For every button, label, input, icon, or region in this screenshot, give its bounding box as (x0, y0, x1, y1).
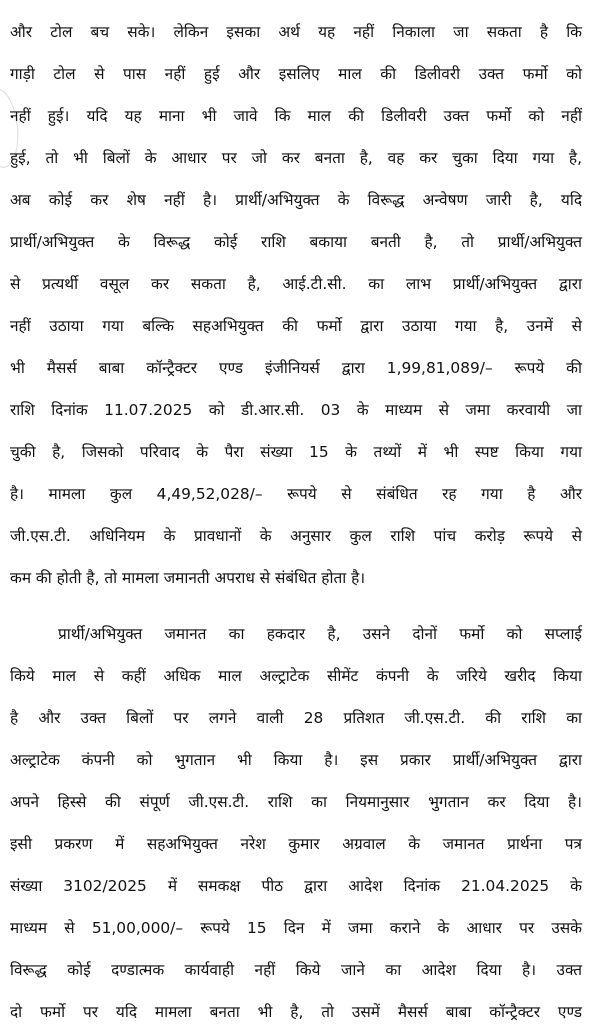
text-line-14: कम की होती है, तो मामला जमानती अपराध से संबंधित होता है। (10, 569, 366, 587)
text-line-19: अपने हिस्से की संपूर्ण जी.एस.टी. राशि का नियमानुसार भुगतान कर दिया है। (10, 793, 582, 811)
text-line-16: किये माल से कहीं अधिक माल अल्ट्राटेक सीमेंट कंपनी के जरिये खरीद किया (10, 667, 582, 685)
text-line-6: प्रार्थी/अभियुक्त के विरूद्ध कोई राशि बकाया बनती है, तो प्रार्थी/अभियुक्त (10, 233, 582, 251)
text-line-8: नहीं उठाया गया बल्कि सहअभियुक्त की फर्मो द्वारा उठाया गया है, उनमें से (10, 317, 582, 335)
text-line-4: हुई, तो भी बिलों के आधार पर जो कर बनता है, वह कर चुका दिया गया है, (10, 149, 582, 167)
text-line-21: संख्या 3102/2025 में समकक्ष पीठ द्वारा आदेश दिनांक 21.04.2025 के (10, 877, 582, 895)
text-line-10: राशि दिनांक 11.07.2025 को डी.आर.सी. 03 के माध्यम से जमा करवायी जा (10, 401, 582, 419)
text-line-18: अल्ट्राटेक कंपनी को भुगतान भी किया है। इस प्रकार प्रार्थी/अभियुक्त द्वारा (10, 751, 582, 769)
text-line-24: दो फर्मो पर यदि मामला बनता भी है, तो उसमें मैसर्स बाबा कॉन्ट्रैक्टर एण्ड (10, 1003, 582, 1021)
text-line-11: चुकी है, जिसको परिवाद के पैरा संख्या 15 के तथ्यों में भी स्पष्ट किया गया (10, 443, 582, 461)
text-line-3: नहीं हुई। यदि यह माना भी जावे कि माल की डिलीवरी उक्त फर्मो को नहीं (10, 107, 582, 125)
text-line-20: इसी प्रकरण में सहअभियुक्त नरेश कुमार अग्रवाल के जमानत प्रार्थना पत्र (10, 835, 582, 853)
text-line-1: और टोल बच सके। लेकिन इसका अर्थ यह नहीं निकाला जा सकता है कि (10, 23, 582, 41)
text-line-22: माध्यम से 51,00,000/– रूपये 15 दिन में जमा कराने के आधार पर उसके (10, 919, 582, 937)
text-line-13: जी.एस.टी. अधिनियम के प्रावधानों के अनुसार कुल राशि पांच करोड़ रूपये से (10, 527, 582, 545)
text-line-23: विरूद्ध कोई दण्डात्मक कार्यवाही नहीं किये जाने का आदेश दिया है। उक्त (10, 961, 582, 979)
text-line-7: से प्रत्यर्थी वसूल कर सकता है, आई.टी.सी. का लाभ प्रार्थी/अभियुक्त द्वारा (10, 275, 582, 293)
text-line-9: भी मैसर्स बाबा कॉन्ट्रैक्टर एण्ड इंजीनियर्स द्वारा 1,99,81,089/– रूपये की (10, 359, 582, 377)
text-line-17: है और उक्त बिलों पर लगने वाली 28 प्रतिशत जी.एस.टी. की राशि का (10, 709, 582, 727)
text-line-5: अब कोई कर शेष नहीं है। प्रार्थी/अभियुक्त के विरूद्ध अन्वेषण जारी है, यदि (10, 191, 582, 209)
text-line-15: प्रार्थी/अभियुक्त जमानत का हकदार है, उसने दोनों फर्मो को सप्लाई (58, 625, 582, 643)
text-line-12: है। मामला कुल 4,49,52,028/– रूपये से संबंधित रह गया है और (10, 485, 582, 503)
text-line-2: गाड़ी टोल से पास नहीं हुई और इसलिए माल की डिलीवरी उक्त फर्मो को (10, 65, 582, 83)
